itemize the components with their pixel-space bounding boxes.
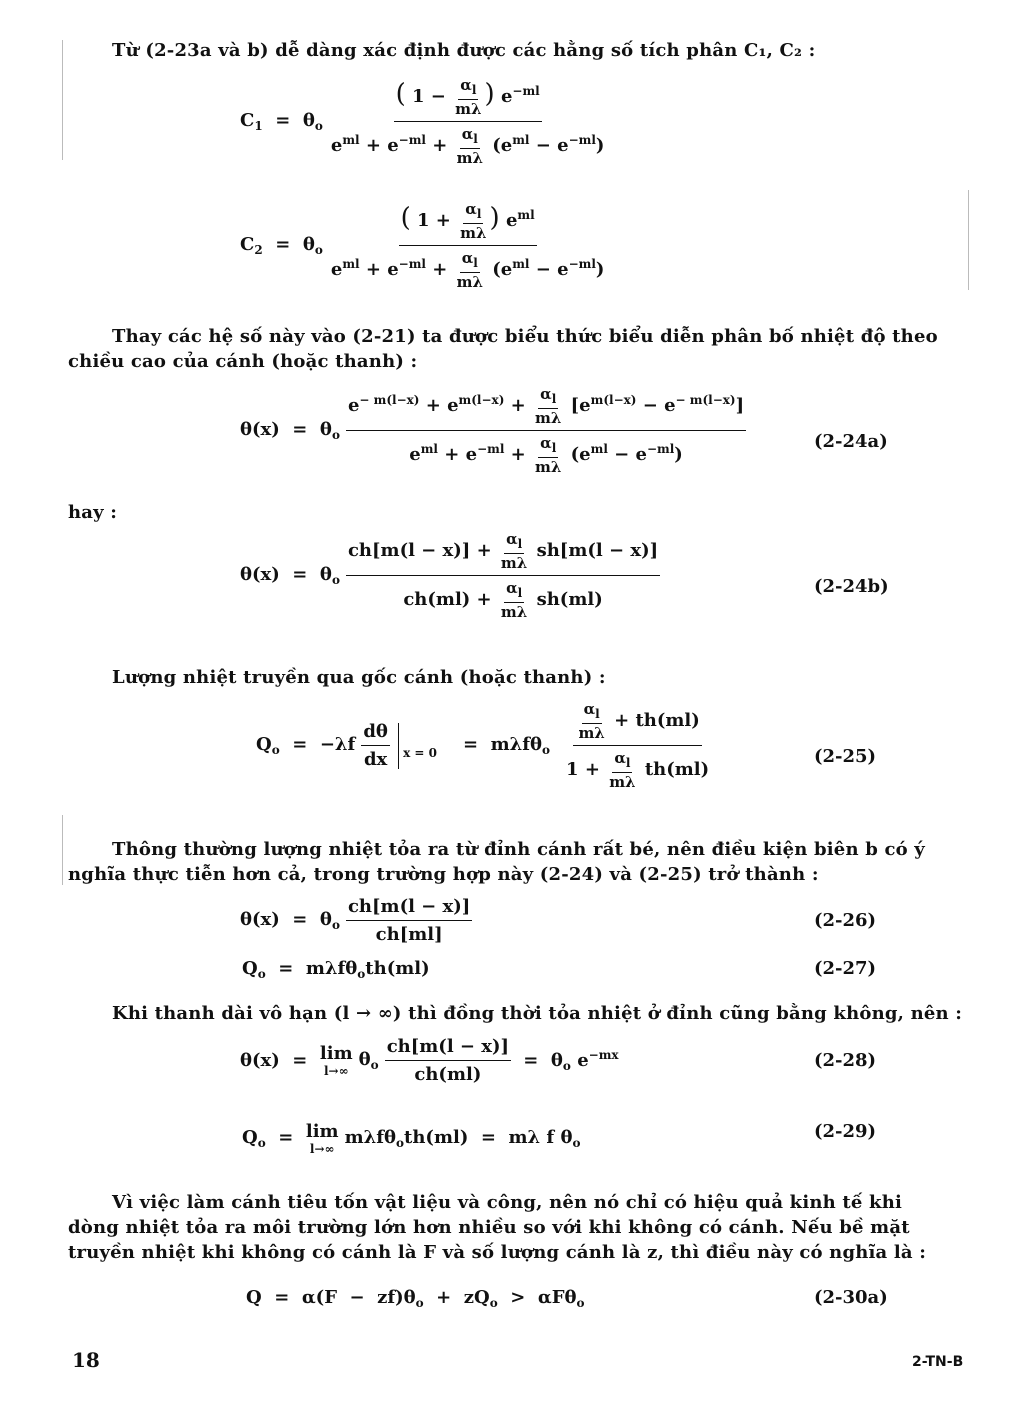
scan-edge-right <box>968 190 969 290</box>
scan-edge-left-2 <box>62 815 63 885</box>
equation-2-24b: $\theta(x) = \theta_o$ ch[m(l − x)] + $\frac{\alpha_l}{m\lambda}$ sh[m(l − x)] ch(ml) + $\frac{\alpha_l}{m\lambda}$ sh(ml) <box>240 530 659 621</box>
para-usual-case-line1: Thông thường lượng nhiệt tỏa ra từ đỉnh cánh rất bé, nên điều kiện biên b có ý <box>112 839 925 860</box>
equation-2-26: $\theta(x) = \theta_o$ $\frac{ch[m(l - x)]}{ch[ml]}$ <box>240 896 471 945</box>
para-economic-line1: Vì việc làm cánh tiêu tốn vật liệu và công, nên nó chỉ có hiệu quả kinh tế khi <box>112 1192 903 1213</box>
equation-2-29: $Q_o$ = lim l→∞ mλfθ$_o$th(ml) = mλ f $\theta_o$ <box>242 1121 581 1156</box>
equation-c1: $C_1 = \theta_o$ ( 1 − $\frac{\alpha_l}{m\lambda}$ ) $e^{-ml}$ $e^{ml} + e^{-ml}$ + $\frac{\alpha_l}{m\lambda}$ $(e^{ml} - e^{-ml})$ <box>240 76 605 167</box>
equation-2-27: $Q_o = m\lambda f\theta_oth(ml)$ <box>242 958 430 981</box>
para-infinite-rod: Khi thanh dài vô hạn (l → ∞) thì đồng thời tỏa nhiệt ở đỉnh cũng bằng không, nên : <box>112 1003 963 1024</box>
text-hay: hay : <box>68 502 118 523</box>
equation-number-2-24b: (2-24b) <box>814 576 889 597</box>
equation-2-24a: $\theta(x) = \theta_o$ $e^{- m(l-x)} + e^{m(l-x)}$ + $\frac{\alpha_l}{m\lambda}$ $[e^{m(l-x)} - e^{- m(l-x)}]$ $e^{ml} + e^{-ml}$ + $\frac{\alpha_l}{m\lambda}$ $(e^{ml} - e^{-ml})$ <box>240 385 745 476</box>
para-intro-constants: Từ (2-23a và b) dễ dàng xác định được các hằng số tích phân C₁, C₂ : <box>112 40 816 61</box>
equation-number-2-26: (2-26) <box>814 910 877 931</box>
equation-number-2-24a: (2-24a) <box>814 431 888 452</box>
page-number: 18 <box>72 1348 100 1372</box>
equation-number-2-29: (2-29) <box>814 1121 877 1142</box>
equation-2-28: θ(x) = lim l→∞ $\theta_o$ $\frac{ch[m(l - x)]}{ch(ml)}$ = $\theta_o$ $e^{-mx}$ <box>240 1036 619 1085</box>
equation-number-2-25: (2-25) <box>814 746 877 767</box>
footer-code: 2-TN-B <box>912 1354 964 1370</box>
para-substitute-line2: chiều cao của cánh (hoặc thanh) : <box>68 351 418 372</box>
equation-number-2-28: (2-28) <box>814 1050 877 1071</box>
equation-2-25: $Q_o = -\lambda f$ $\frac{d\theta}{dx}$ $_{x = 0}$ = mλfθ$_o$ $\frac{\alpha_l}{m\lambda}$ + th(ml) 1 + $\frac{\alpha_l}{m\lambda}$ th(ml) <box>256 700 710 791</box>
equation-number-2-27: (2-27) <box>814 958 877 979</box>
para-heat-at-root: Lượng nhiệt truyền qua gốc cánh (hoặc thanh) : <box>112 667 606 688</box>
equation-number-2-30a: (2-30a) <box>814 1287 888 1308</box>
para-usual-case-line2: nghĩa thực tiễn hơn cả, trong trường hợp này (2-24) và (2-25) trở thành : <box>68 864 819 885</box>
para-economic-line2: dòng nhiệt tỏa ra môi trường lớn hơn nhiều so với khi không có cánh. Nếu bề mặt <box>68 1217 910 1238</box>
equation-2-30a: $Q = \alpha(F - zf)\theta_o + zQ_o > \alpha F\theta_o$ <box>246 1287 585 1310</box>
scan-edge-left <box>62 40 63 160</box>
equation-c2: $C_2 = \theta_o$ ( 1 + $\frac{\alpha_l}{m\lambda}$ ) $e^{ml}$ $e^{ml} + e^{-ml}$ + $\frac{\alpha_l}{m\lambda}$ $(e^{ml} - e^{-ml})$ <box>240 200 605 291</box>
para-substitute-line1: Thay các hệ số này vào (2-21) ta được biểu thức biểu diễn phân bố nhiệt độ theo <box>112 326 938 347</box>
para-economic-line3: truyền nhiệt khi không có cánh là F và số lượng cánh là z, thì điều này có nghĩa là : <box>68 1242 927 1263</box>
